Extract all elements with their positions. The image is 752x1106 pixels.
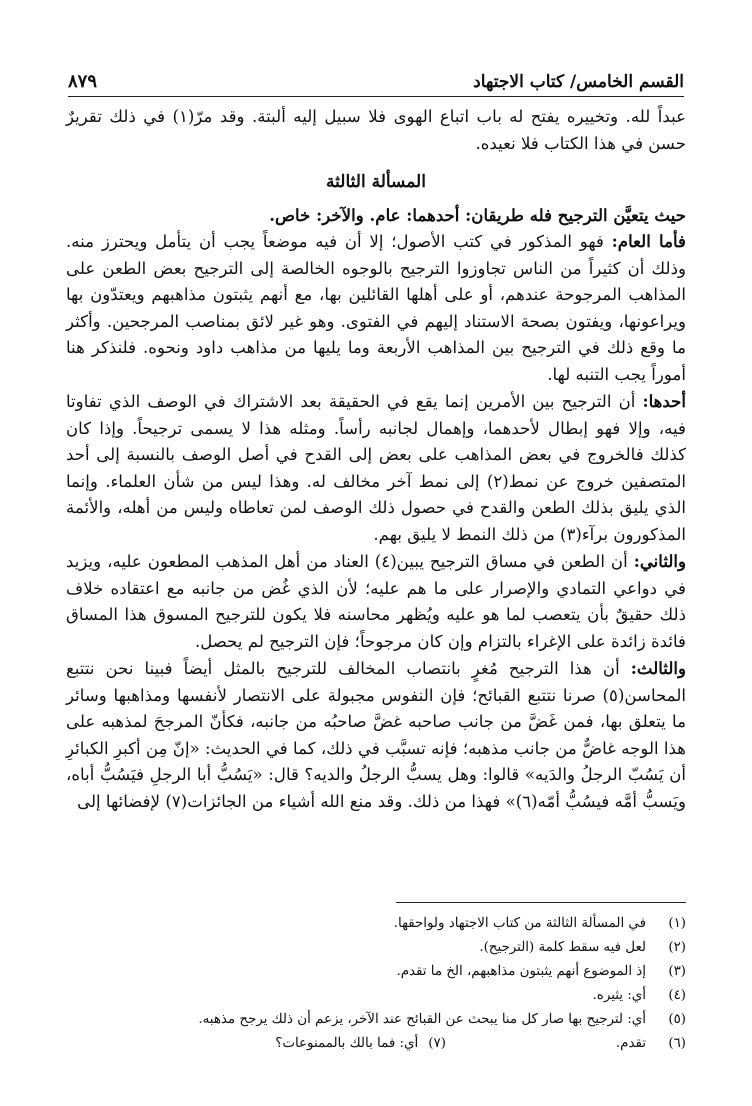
footnote-pair (66, 1032, 646, 1056)
main-text (66, 104, 686, 815)
footnote-number: (٢) (668, 940, 686, 955)
footnote-number: (٣) (668, 964, 686, 979)
section-title: المسألة الثالثة (326, 172, 426, 192)
footnote (66, 1032, 686, 1056)
footnote-text: في المسألة الثالثة من كتاب الاجتهاد ولواحقها. (393, 916, 646, 931)
footnote-text: أي: لترجيح بها صار كل منا يبحث عن القبائح عند الآخر، يزعم أن ذلك يرجح مذهبه. (198, 1012, 646, 1027)
footnote-text: أي: يثيره. (592, 988, 646, 1003)
footnote-separator (396, 902, 686, 903)
paragraph-first-text: أن الترجيح بين الأمرين إنما يقع في الحقيقة بعد الاشتراك في الوصف الذي تفاوتا فيه، وإلا فهو إبطال لأحدهما، وإهمال لجانبه رأساً. ومثله هذا لا يسمى ترجيحاً. وإذا كان كذلك فالخروج في بعض المذاهب على بعض إلى القدح في أصل الوصف بالنسبة إلى أحد المتصفين خروج عن نمط(٢) إلى نمط آخر مخالف له. وهذا ليس من شأن العلماء. وإنما الذي يليق بذلك الطعن والقدح في حصول ذلك الوصف لمن تعاطاه وليس من أهله، والأئمة المذكورون برآء(٣) من ذلك النمط لا يليق بهم. (66, 392, 686, 544)
footnote (66, 960, 686, 984)
paragraph-general-text: فهو المذكور في كتب الأصول؛ إلا أن فيه موضعاً يجب أن يتأمل ويحترز منه. وذلك أن كثيراً من الناس تجاوزوا الترجيح بالوجوه الخالصة إلى الترجيح بعض الطعن على المذاهب المرجوحة عندهم، أو على أهلها القائلين بها، مع أنهم يثبتون مذاهبهم ويعتدّون بها ويراعونها، ويفتون بصحة الاستناد إليهم في الفتوى. وهو غير لائق بمناصب المرجحين. وأكثر ما وقع ذلك في الترجيح بين المذاهب الأربعة وما يليها من مذاهب داود ونحوه. فلنذكر هنا أموراً يجب التنبه لها. (66, 232, 686, 384)
footnote-number: (١) (668, 916, 686, 931)
paragraph-general (66, 228, 686, 388)
footnotes (66, 912, 686, 1056)
footnote-text: لعل فيه سقط كلمة (الترجيح). (479, 940, 646, 955)
footnote (66, 912, 686, 936)
intro-paragraph: عبداً لله. وتخييره يفتح له باب اتباع الهوى فلا سبيل إليه ألبتة. وقد مرّ(١) في ذلك تقريرٌ حسن في هذا الكتاب فلا نعيده. (66, 107, 686, 153)
footnote-text: تقدم. (615, 1036, 646, 1051)
footnote-number: (٥) (668, 1012, 686, 1027)
paragraph-first-lead: أحدها: (642, 391, 686, 411)
paragraph-general-lead: فأما العام: (611, 231, 686, 251)
footnote (66, 984, 686, 1008)
paragraph-second-text: أن الطعن في مساق الترجيح يبين(٤) العناد من أهل المذهب المطعون عليه، ويزيد في دواعي التمادي والإصرار على ما هم عليه؛ لأن الذي غُض من جانبه مع اعتقاده خلاف ذلك حقيقٌ بأن يتعصب لما هو عليه ويُظهر محاسنه فلا يكون للترجيح المسوق هذا المساق فائدة زائدة على الإغراء بالتزام وإن كان مرجوحاً؛ فإن الترجيح لم يحصل. (66, 552, 686, 651)
paragraph-third-text: أن هذا الترجيح مُغرٍ بانتصاب المخالف للترجيح بالمثل أيضاً فبينا نحن نتتبع المحاسن(٥) صرنا نتتبع القبائح؛ فإن النفوس مجبولة على الانتصار لأنفسها ومذاهبها وسائر ما يتعلق بها، فمن غَضَّ من جانب صاحبه غضَّ صاحبُه من جانبه، فكأنّ المرجحَ لمذهبه على هذا الوجه غاضٌّ من جانب مذهبه؛ فإنه تسبَّب في ذلك، كما في الحديث: «إنّ مِن أكبرِ الكبائرِ أن يَسُبّ الرجلُ والدَيه» قالوا: وهل يسبُّ الرجلُ والديه؟ قال: «يَسُبُّ أبا الرجلِ فيَسُبُّ أباه، ويَسبُّ أمَّه فيسُبُّ أمّه(٦)» فهذا من ذلك. وقد منع الله أشياء من الجائزات(٧) لإفضائها إلى (66, 659, 686, 811)
paragraph-third-lead: والثالث: (630, 658, 686, 678)
footnote-text: إذ الموضوع أنهم يثبتون مذاهبهم، الخ ما تقدم. (396, 964, 646, 979)
paragraph-second-lead: والثاني: (633, 551, 687, 571)
footnote (66, 936, 686, 960)
paragraph-first (66, 388, 686, 548)
footnote-number: (٦) (668, 1036, 686, 1051)
running-title: القسم الخامس/ كتاب الاجتهاد (473, 72, 684, 92)
paragraph-third (66, 655, 686, 815)
footnote-text: أي: فما بالك بالممنوعات؟ (275, 1036, 419, 1051)
footnote (66, 1008, 686, 1032)
paragraph-second (66, 548, 686, 655)
page-header (68, 62, 684, 97)
page-number: ٨٧٩ (68, 71, 98, 92)
paragraph-two-ways: حيث يتعيَّن الترجيح فله طريقان: أحدهما: عام. والآخر: خاص. (269, 204, 686, 225)
footnote-number: (٧) (428, 1036, 446, 1051)
footnote-number: (٤) (668, 988, 686, 1003)
